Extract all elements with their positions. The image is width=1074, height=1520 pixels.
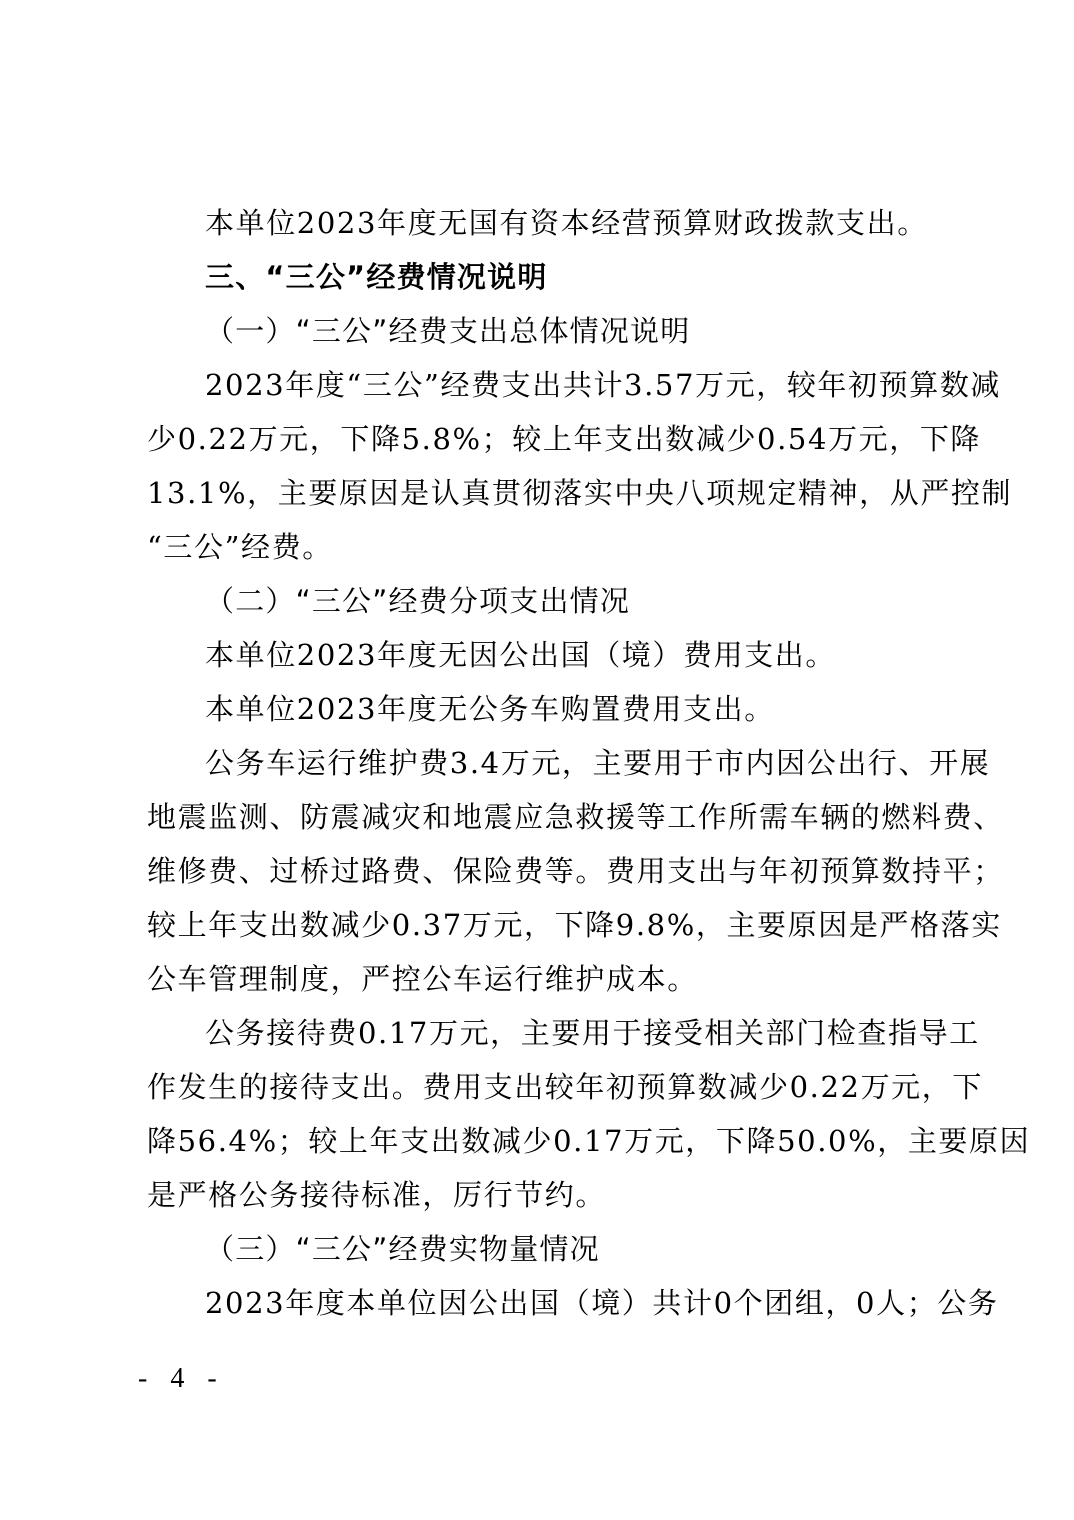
subsection-heading: （一）“三公”经费支出总体情况说明 xyxy=(205,314,691,348)
paragraph-line: 本单位2023年度无公务车购置费用支出。 xyxy=(205,692,775,726)
subsection-heading: （二）“三公”经费分项支出情况 xyxy=(205,584,631,618)
paragraph-line: 13.1%，主要原因是认真贯彻落实中央八项规定精神，从严控制 xyxy=(147,476,1013,510)
paragraph-line: “三公”经费。 xyxy=(147,530,333,564)
paragraph-line: 本单位2023年度无因公出国（境）费用支出。 xyxy=(205,638,837,672)
paragraph-line: 少0.22万元，下降5.8%；较上年支出数减少0.54万元，下降 xyxy=(147,422,982,456)
paragraph-line: 地震监测、防震减灾和地震应急救援等工作所需车辆的燃料费、 xyxy=(147,800,1004,834)
subsection-heading: （三）“三公”经费实物量情况 xyxy=(205,1232,600,1266)
page-number: - 4 - xyxy=(138,1363,225,1394)
section-heading: 三、“三公”经费情况说明 xyxy=(205,260,548,294)
paragraph-line: 降56.4%；较上年支出数减少0.17万元，下降50.0%，主要原因 xyxy=(147,1124,1031,1158)
paragraph-line: 2023年度“三公”经费支出共计3.57万元，较年初预算数减 xyxy=(205,368,1002,402)
document-body xyxy=(147,196,1031,1330)
paragraph-line: 维修费、过桥过路费、保险费等。费用支出与年初预算数持平； xyxy=(147,854,1004,888)
paragraph-line: 是严格公务接待标准，厉行节约。 xyxy=(147,1178,607,1212)
paragraph-line: 公车管理制度，严控公车运行维护成本。 xyxy=(147,962,698,996)
paragraph-line: 作发生的接待支出。费用支出较年初预算数减少0.22万元，下 xyxy=(147,1070,983,1104)
paragraph-line: 公务接待费0.17万元，主要用于接受相关部门检查指导工 xyxy=(205,1016,980,1050)
paragraph-line: 2023年度本单位因公出国（境）共计0个团组，0人；公务 xyxy=(205,1286,999,1320)
paragraph-line: 公务车运行维护费3.4万元，主要用于市内因公出行、开展 xyxy=(205,746,991,780)
paragraph-line: 本单位2023年度无国有资本经营预算财政拨款支出。 xyxy=(205,206,928,240)
paragraph-line: 较上年支出数减少0.37万元，下降9.8%，主要原因是严格落实 xyxy=(147,908,1002,942)
